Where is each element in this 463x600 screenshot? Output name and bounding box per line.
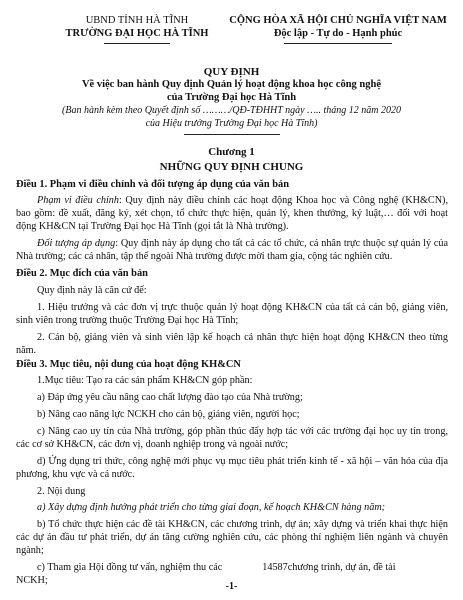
chapter-number: Chương 1	[208, 146, 255, 158]
subject-text: : Quy định này áp dụng cho tất cả các tổ chức, cá nhân trực thuộc sự quản lý của Nhà trường; các cá nhân, tập thể ngoài Nhà trường được mời tham gia, cộng tác nghiên cứu.	[16, 238, 448, 263]
article-2-item-2: 2. Cán bộ, giảng viên và sinh viên lập kế hoạch cá nhân thực hiện hoạt động KH&CN theo từng năm.	[16, 332, 448, 357]
page-number: -1-	[225, 581, 238, 592]
content-c-end: NCKH;	[16, 575, 48, 586]
chapter-name: NHỮNG QUY ĐỊNH CHUNG	[159, 161, 304, 173]
goal-d: d) Ứng dụng tri thức, công nghệ mới phục vụ mục tiêu phát triển kinh tế - xã hội – văn hóa của địa phương, khu vực và cả nước.	[16, 456, 448, 481]
title-divider	[184, 134, 280, 135]
goal-intro: 1.Mục tiêu: Tạo ra các sản phẩm KH&CN góp phần:	[37, 375, 253, 386]
scope-label: Phạm vi điều chỉnh	[37, 195, 119, 206]
motto: Độc lập - Tự do - Hạnh phúc	[273, 28, 403, 39]
goal-b: b) Nâng cao năng lực NCKH cho cán bộ, giảng viên, người học;	[37, 409, 300, 420]
issuer-underline	[104, 43, 170, 44]
article-1-heading: Điều 1. Phạm vi điều chỉnh và đối tượng áp dụng của văn bản	[16, 179, 289, 190]
subject-label: Đối tượng áp dụng	[37, 238, 116, 249]
content-c-line	[37, 561, 448, 574]
motto-underline	[284, 43, 392, 44]
title-line-1: Về việc ban hành Quy định Quản lý hoạt động khoa học công nghệ	[81, 79, 382, 90]
content-b: b) Tổ chức thực hiện các đề tài KH&CN, các chương trình, dự án; xây dựng và triển khai thực hiện các dự án đầu tư phát triển, dự án tăng cường nghiên cứu, các phòng thí nghiệm liên ngành và chuyên ngành;	[16, 519, 448, 557]
issuance-note-1: (Ban hành kèm theo Quyết định số ………/QĐ-TĐHHT ngày ….. tháng 12 năm 2020	[62, 105, 401, 116]
article-2-heading: Điều 2. Mục đích của văn bản	[16, 268, 148, 279]
issuance-note-2: của Hiệu trưởng Trường Đại học Hà Tĩnh)	[145, 118, 318, 129]
content-c-part-2: 14587chương trình, dự án, đề tài	[262, 562, 396, 573]
goal-a: a) Đáp ứng yêu cầu nâng cao chất lượng đào tạo của Nhà trường;	[37, 392, 303, 403]
article-2-intro: Quy định này là căn cứ để:	[37, 285, 147, 296]
issuer-block	[62, 14, 212, 40]
issuer-name: TRƯỜNG ĐẠI HỌC HÀ TĨNH	[65, 28, 209, 39]
article-1-scope-paragraph	[16, 194, 448, 234]
issuer-authority: UBND TỈNH HÀ TĨNH	[85, 15, 189, 26]
title-line-2: của Trường Đại học Hà Tĩnh	[166, 92, 297, 103]
content-intro: 2. Nội dung	[37, 486, 86, 497]
document-title: QUY ĐỊNH	[203, 66, 260, 78]
content-a: a) Xây dựng định hướng phát triển cho từng giai đoạn, kế hoạch KH&CN hàng năm;	[37, 502, 386, 513]
country-name: CỘNG HÒA XÃ HỘI CHỦ NGHĨA VIỆT NAM	[229, 15, 447, 26]
article-1-subject-paragraph	[16, 237, 448, 263]
content-c-part-1: c) Tham gia Hội đồng tư vấn, nghiệm thu các	[37, 562, 223, 573]
national-motto-block	[222, 14, 454, 40]
article-3-heading: Điều 3. Mục tiêu, nội dung của hoạt động KH&CN	[16, 359, 241, 370]
goal-c: c) Nâng cao uy tín của Nhà trường, góp phần thúc đẩy hợp tác với các trường đại học uy tín trong, các cơ sở KH&CN, các đơn vị, doanh nghiệp trong và ngoài nước;	[16, 426, 448, 451]
scope-text: : Quy định này điều chỉnh các hoạt động Khoa học và Công nghệ (KH&CN), bao gồm: đề xuất, đăng ký, xét chọn, tổ chức thực hiện, quản lý, khen thưởng, kỷ luật,… đối với hoạt động KH&CN tại Trường Đại học Hà Tĩnh (gọi tắt là Nhà trường).	[16, 195, 448, 233]
article-2-item-1: 1. Hiệu trưởng và các đơn vị trực thuộc quản lý hoạt động KH&CN của tất cả cán bộ, giảng viên, sinh viên trong trường thuộc Trường Đại học Hà Tĩnh;	[16, 302, 448, 327]
